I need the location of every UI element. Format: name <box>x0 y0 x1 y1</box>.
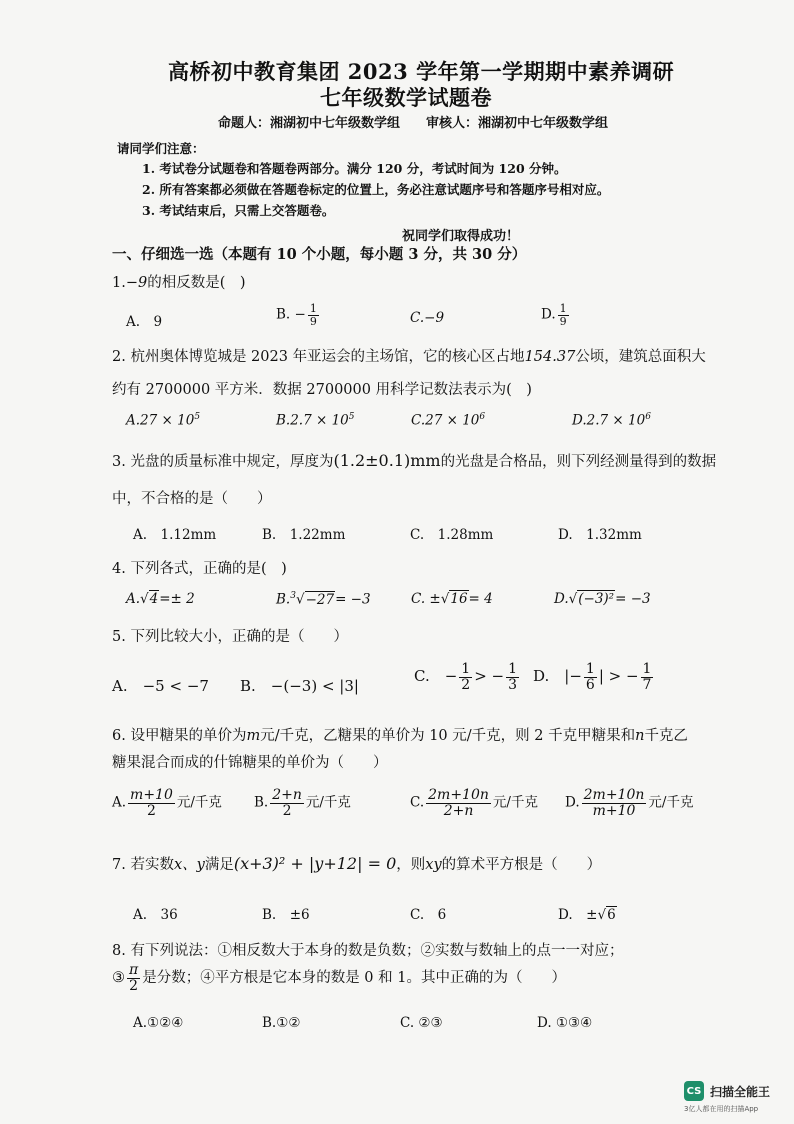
question-7-option-d: D. ±√6 <box>558 907 616 923</box>
question-7-stem: 7. 若实数x、y满足(x+3)² + |y+12| = 0，则xy的算术平方根是（ ） <box>112 854 602 873</box>
question-2-line-1: 2. 杭州奥体博览城是 2023 年亚运会的主场馆，它的核心区占地154.37公顷，建筑总面积大 <box>112 349 706 365</box>
question-4-option-a: A.√4=± 2 <box>126 591 195 607</box>
question-2-line-2: 约有 2700000 平方米．数据 2700000 用科学记数法表示为( ) <box>112 382 532 398</box>
question-8-line-2: ③ $\frac{\pi}{2}$ 是分数；④平方根是它本身的数是 0 和 1。其中正确的为（ ） <box>112 962 566 994</box>
question-6-line-2: 糖果混合而成的什锦糖果的单价为（ ） <box>112 755 388 771</box>
camscanner-logo-icon: CS <box>684 1081 704 1101</box>
authors-line: 命题人：湘湖初中七年级数学组 审核人：湘湖初中七年级数学组 <box>218 116 609 131</box>
notice-item-2: 2. 所有答案都必须做在答题卷标定的位置上，务必注意试题序号和答题序号相对应。 <box>142 182 610 197</box>
question-1-option-a: A. 9 <box>126 314 163 330</box>
question-5-option-b: B. −(−3) < |3| <box>240 677 359 695</box>
question-4-option-c: C. ±√16= 4 <box>411 591 493 607</box>
section-heading: 一、仔细选一选（本题有 10 个小题，每小题 3 分，共 30 分） <box>112 246 527 263</box>
good-luck-message: 祝同学们取得成功！ <box>402 229 520 244</box>
question-5-option-a: A. −5 < −7 <box>112 677 209 695</box>
question-8-option-d: D. ①③④ <box>537 1015 593 1031</box>
notice-item-1: 1. 考试卷分试题卷和答题卷两部分。满分 120 分，考试时间为 120 分钟。 <box>142 161 567 176</box>
question-6-option-b: B. $\frac{2+n}{2}$ 元/千克 <box>254 787 351 819</box>
question-3-option-b: B. 1.22mm <box>262 527 346 543</box>
question-8-option-b: B.①② <box>262 1015 301 1031</box>
scanner-watermark <box>684 1081 770 1101</box>
question-4-option-d: D.√(−3)²= −3 <box>554 591 651 607</box>
question-7-option-b: B. ±6 <box>262 907 310 923</box>
question-1-option-c: C.−9 <box>410 310 445 326</box>
question-4-option-b: B.$^3$√−27= −3 <box>276 591 371 608</box>
question-6-option-a: A. $\frac{m+10}{2}$ 元/千克 <box>112 787 222 819</box>
question-2-option-b: $B.2.7 \times 10^5$ <box>276 412 355 429</box>
notice-heading: 请同学们注意： <box>117 141 205 156</box>
scanner-tagline: 3亿人都在用的扫描App <box>684 1105 759 1113</box>
question-5-option-c: C. − $\frac{1}{2}$ > − $\frac{1}{3}$ <box>414 661 518 693</box>
question-8-line-1: 8. 有下列说法：①相反数大于本身的数是负数；②实数与数轴上的点一一对应； <box>112 943 624 959</box>
question-1-option-b: B. − $\frac{1}{9}$ <box>276 302 317 328</box>
question-3-line-1: 3. 光盘的质量标准中规定，厚度为(1.2±0.1)mm的光盘是合格品，则下列经测量得到的数据 <box>112 451 717 470</box>
question-4-stem: 4. 下列各式，正确的是( ) <box>112 561 287 577</box>
question-2-option-c: $C.27 \times 10^6$ <box>411 412 486 429</box>
question-8-option-a: A.①②④ <box>133 1015 184 1031</box>
question-3-option-c: C. 1.28mm <box>410 527 494 543</box>
question-3-option-d: D. 1.32mm <box>558 527 642 543</box>
question-6-line-1: 6. 设甲糖果的单价为m元/千克，乙糖果的单价为 10 元/千克，则 2 千克甲糖果和n千克乙 <box>112 728 688 744</box>
notice-item-3: 3. 考试结束后，只需上交答题卷。 <box>142 203 335 218</box>
question-1-option-d: D. $\frac{1}{9}$ <box>541 302 567 328</box>
exam-title: 高桥初中教育集团 2023 学年第一学期期中素养调研 <box>168 59 675 84</box>
exam-subtitle: 七年级数学试题卷 <box>320 85 492 110</box>
question-3-option-a: A. 1.12mm <box>133 527 217 543</box>
question-6-option-d: D. $\frac{2m+10n}{m+10}$ 元/千克 <box>565 787 694 819</box>
question-7-option-c: C. 6 <box>410 907 447 923</box>
scanner-brand-name: 扫描全能王 <box>710 1084 771 1099</box>
question-1-stem: 1.−9的相反数是( ) <box>112 275 246 291</box>
question-2-option-d: $D.2.7 \times 10^6$ <box>572 412 651 429</box>
question-5-option-d: D. |− $\frac{1}{6}$ | > − $\frac{1}{7}$ <box>533 661 652 693</box>
question-7-option-a: A. 36 <box>133 907 178 923</box>
question-6-option-c: C. $\frac{2m+10n}{2+n}$ 元/千克 <box>410 787 538 819</box>
question-8-option-c: C. ②③ <box>400 1015 443 1031</box>
question-5-stem: 5. 下列比较大小，正确的是（ ） <box>112 629 348 645</box>
question-3-line-2: 中，不合格的是（ ） <box>112 491 272 507</box>
question-2-option-a: $A.27 \times 10^5$ <box>126 412 201 429</box>
